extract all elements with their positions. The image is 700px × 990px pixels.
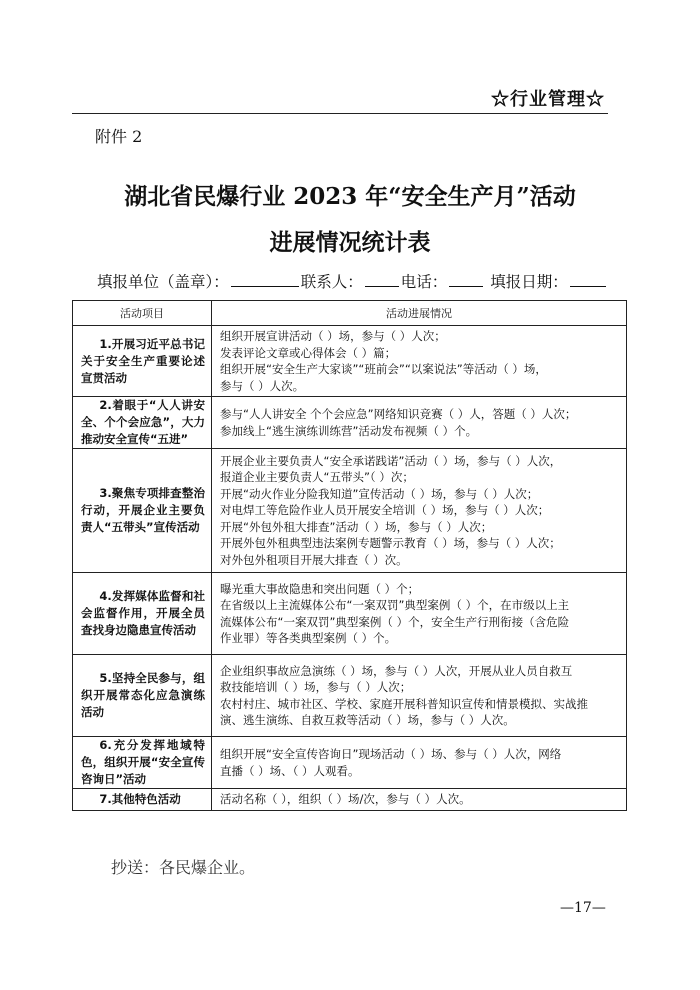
progress-stats-table — [72, 300, 627, 811]
progress-line: 参与（ ）人次。 — [220, 378, 305, 393]
progress-line: 在省级以上主流媒体公布“一案双罚”典型案例（ ）个，在市级以上主 — [220, 598, 570, 612]
attachment-label: 附件 2 — [95, 127, 143, 146]
unit-label: 填报单位（盖章）： — [97, 273, 229, 291]
activity-progress-cell — [212, 573, 627, 655]
progress-line: 演、逃生演练、自救互救等活动（ ）场，参与（ ）人次。 — [220, 713, 515, 727]
activity-item-label: 5.坚持全民参与，组织开展常态化应急演练活动 — [81, 671, 205, 719]
section-header-title: ☆行业管理☆ — [491, 89, 605, 110]
activity-item-cell — [73, 449, 212, 573]
table-row — [73, 737, 627, 789]
activity-item-cell — [73, 737, 212, 789]
progress-line: 对电焊工等危险作业人员开展安全培训（ ）场，参与（ ）人次； — [220, 503, 550, 518]
table-row — [73, 789, 627, 811]
progress-line: 救技能培训（ ）场，参与（ ）人次； — [220, 680, 412, 694]
activity-item-cell — [73, 789, 212, 811]
activity-item-label: 3.聚焦专项排查整治行动，开展企业主要负责人“五带头”宣传活动 — [81, 486, 205, 534]
progress-line: 参与“人人讲安全 个个会应急”网络知识竞赛（ ）人，答题（ ）人次； — [220, 407, 577, 421]
table-row — [73, 397, 627, 449]
activity-progress-cell — [212, 326, 627, 397]
progress-line: 开展外包外租典型违法案例专题警示教育（ ）场，参与（ ）人次； — [220, 536, 561, 551]
activity-progress-cell — [212, 449, 627, 573]
progress-line: 对外包外租项目开展大排查（ ）次。 — [220, 552, 408, 567]
table-row — [73, 326, 627, 397]
header-divider — [72, 113, 608, 114]
document-title-line-1: 湖北省民爆行业 2023 年“安全生产月”活动 — [124, 183, 576, 210]
progress-line: 流媒体公布“一案双罚”典型案例（ ）个，安全生产行刑衔接（含危险 — [220, 614, 570, 629]
activity-item-label: 7.其他特色活动 — [99, 792, 181, 806]
progress-line: 组织开展“安全宣传咨询日”现场活动（ ）场、参与（ ）人次，网络 — [220, 747, 562, 761]
activity-progress-cell — [212, 655, 627, 737]
activity-item-label: 6.充分发挥地域特色，组织开展“安全宣传咨询日”活动 — [81, 738, 205, 786]
contact-blank[interactable] — [365, 272, 399, 287]
column-header-item: 活动项目 — [73, 301, 212, 326]
progress-line: 曝光重大事故隐患和突出问题（ ）个； — [220, 581, 420, 596]
table-row — [73, 655, 627, 737]
progress-line: 组织开展宣讲活动（ ）场，参与（ ）人次； — [220, 329, 446, 343]
unit-blank[interactable] — [231, 272, 299, 287]
phone-blank[interactable] — [449, 272, 483, 287]
activity-item-cell — [73, 573, 212, 655]
activity-item-label: 2.着眼于“人人讲安全、个个会应急”，大力推动安全宣传“五进” — [81, 398, 205, 446]
activity-item-cell — [73, 655, 212, 737]
progress-line: 直播（ ）场、（ ）人观看。 — [220, 763, 360, 778]
contact-label: 联系人： — [300, 273, 363, 291]
progress-line: 发表评论文章或心得体会（ ）篇； — [220, 345, 397, 360]
progress-line: 开展“外包外租大排查”活动（ ）场，参与（ ）人次； — [220, 519, 493, 534]
form-fill-line — [97, 270, 608, 292]
activity-item-label: 4.发挥媒体监督和社会监督作用，开展全员查找身边隐患宣传活动 — [81, 589, 205, 637]
progress-line: 组织开展“安全生产大家谈”“班前会”“以案说法”等活动（ ）场， — [220, 362, 547, 376]
progress-line: 报道企业主要负责人“五带头”（ ）次； — [220, 470, 414, 485]
progress-line: 开展“动火作业分险我知道”宣传活动（ ）场，参与（ ）人次； — [220, 486, 539, 501]
table-row — [73, 573, 627, 655]
progress-line: 开展企业主要负责人“安全承诺践诺”活动（ ）场，参与（ ）人次， — [220, 453, 562, 468]
activity-item-cell — [73, 326, 212, 397]
table-header-row — [73, 301, 627, 326]
activity-progress-cell — [212, 789, 627, 811]
date-label: 填报日期： — [490, 273, 568, 291]
activity-progress-cell — [212, 737, 627, 789]
activity-progress-cell — [212, 397, 627, 449]
progress-line: 作业罪）等各类典型案例（ ）个。 — [220, 631, 397, 645]
progress-line: 企业组织事故应急演练（ ）场，参与（ ）人次，开展从业人员自救互 — [220, 663, 573, 678]
phone-label: 电话： — [400, 273, 448, 291]
page-number: —17— — [560, 900, 606, 916]
progress-line: 农村村庄、城市社区、学校、家庭开展科普知识宣传和情景模拟、实战推 — [220, 696, 588, 711]
activity-item-cell — [73, 397, 212, 449]
document-title-line-2: 进展情况统计表 — [269, 229, 431, 256]
progress-line: 活动名称（ ），组织（ ）场/次，参与（ ）人次。 — [220, 792, 471, 807]
column-header-progress: 活动进展情况 — [212, 301, 627, 326]
date-blank[interactable] — [570, 272, 606, 287]
table-row — [73, 449, 627, 573]
cc-line: 抄送：各民爆企业。 — [111, 858, 256, 877]
progress-line: 参加线上“逃生演练训练营”活动发布视频（ ）个。 — [220, 423, 478, 438]
activity-item-label: 1.开展习近平总书记关于安全生产重要论述宣贯活动 — [81, 336, 205, 385]
